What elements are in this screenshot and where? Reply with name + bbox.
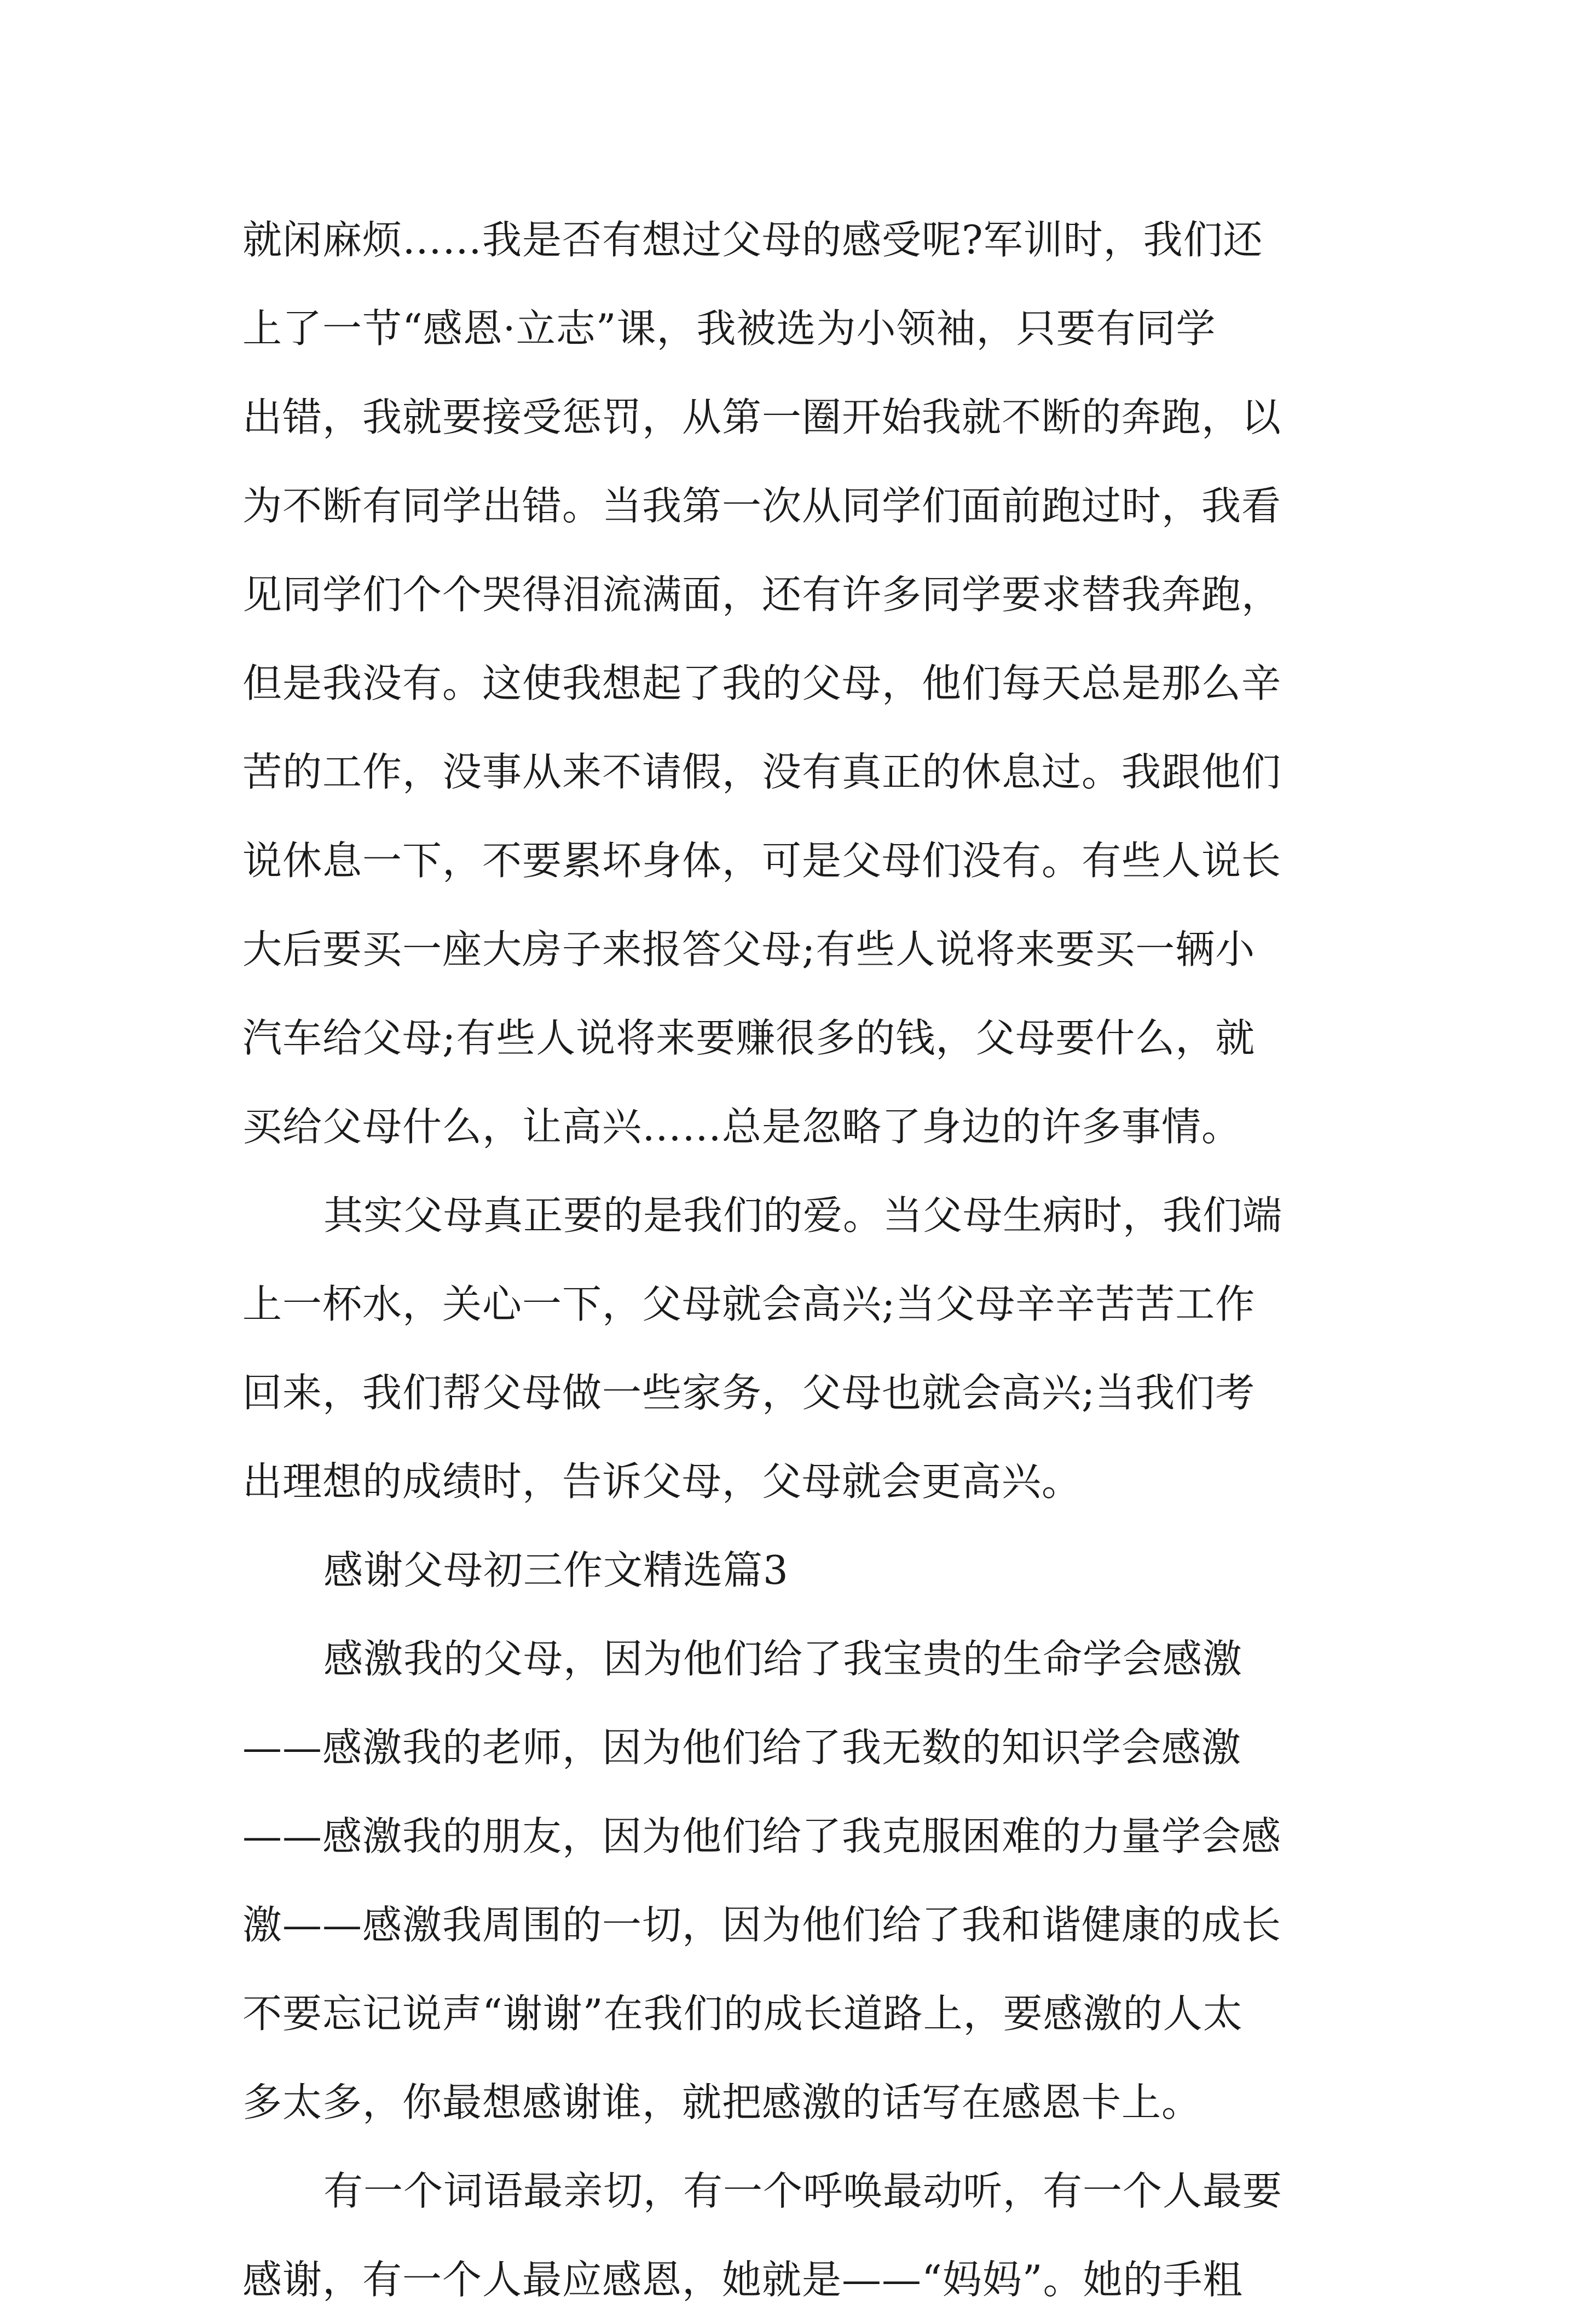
text-line-13: 上一杯水，关心一下，父母就会高兴;当父母辛辛苦苦工作 xyxy=(242,1281,1256,1327)
text-line-14: 回来，我们帮父母做一些家务，父母也就会高兴;当我们考 xyxy=(242,1370,1256,1416)
text-line-19: ——感激我的朋友，因为他们给了我克服困难的力量学会感 xyxy=(242,1813,1282,1859)
text-line-11: 买给父母什么，让高兴……总是忽略了身边的许多事情。 xyxy=(242,1104,1242,1150)
text-line-4: 为不断有同学出错。当我第一次从同学们面前跑过时，我看 xyxy=(242,483,1282,529)
text-line-15: 出理想的成绩时，告诉父母，父母就会更高兴。 xyxy=(242,1458,1082,1504)
text-line-6: 但是我没有。这使我想起了我的父母，他们每天总是那么辛 xyxy=(242,660,1282,706)
text-line-24: 感谢，有一个人最应感恩，她就是——“妈妈”。她的手粗 xyxy=(242,2257,1243,2303)
text-line-20: 激——感激我周围的一切，因为他们给了我和谐健康的成长 xyxy=(242,1902,1282,1948)
text-line-5: 见同学们个个哭得泪流满面，还有许多同学要求替我奔跑， xyxy=(242,572,1282,618)
text-line-10: 汽车给父母;有些人说将来要赚很多的钱，父母要什么，就 xyxy=(242,1015,1256,1061)
text-line-18: ——感激我的老师，因为他们给了我无数的知识学会感激 xyxy=(242,1725,1242,1771)
text-line-1: 就闲麻烦……我是否有想过父母的感受呢?军训时，我们还 xyxy=(242,217,1263,263)
text-line-3: 出错，我就要接受惩罚，从第一圈开始我就不断的奔跑，以 xyxy=(242,394,1282,440)
document-body xyxy=(242,195,1354,2324)
text-line-9: 大后要买一座大房子来报答父母;有些人说将来要买一辆小 xyxy=(242,926,1256,972)
text-line-17: 感激我的父母，因为他们给了我宝贵的生命学会感激 xyxy=(323,1636,1243,1682)
text-line-2: 上了一节“感恩·立志”课，我被选为小领袖，只要有同学 xyxy=(242,305,1216,351)
text-line-8: 说休息一下，不要累坏身体，可是父母们没有。有些人说长 xyxy=(242,838,1282,884)
section-heading: 感谢父母初三作文精选篇3 xyxy=(323,1547,789,1593)
text-line-7: 苦的工作，没事从来不请假，没有真正的休息过。我跟他们 xyxy=(242,749,1282,795)
text-line-21: 不要忘记说声“谢谢”在我们的成长道路上，要感激的人太 xyxy=(242,1991,1243,2037)
text-line-23: 有一个词语最亲切，有一个呼唤最动听，有一个人最要 xyxy=(323,2168,1283,2214)
text-line-12: 其实父母真正要的是我们的爱。当父母生病时，我们端 xyxy=(323,1192,1283,1238)
text-line-22: 多太多，你最想感谢谁，就把感激的话写在感恩卡上。 xyxy=(242,2079,1202,2125)
